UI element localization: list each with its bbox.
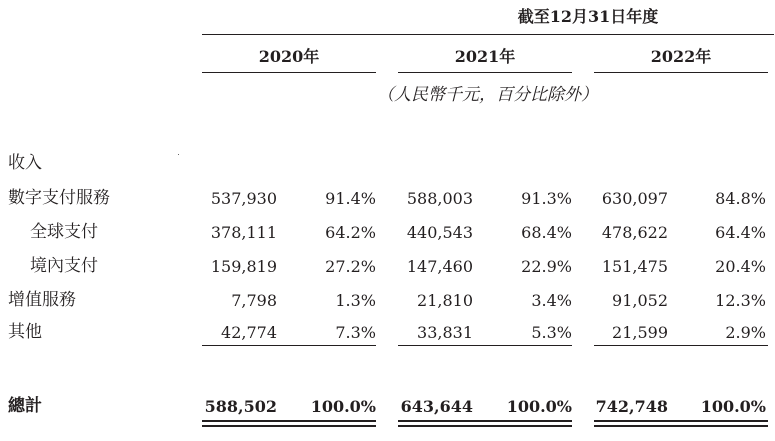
cell-amount-2022: 478,622 xyxy=(601,223,668,242)
year-rule-2021 xyxy=(398,72,572,73)
cell-amount-2021: 33,831 xyxy=(417,323,473,342)
cell-pct-2022: 20.4% xyxy=(715,257,766,276)
period-heading: 截至12月31日年度 xyxy=(517,7,659,26)
total-double-rule-top-2022 xyxy=(594,420,768,422)
subtotal-rule-2020 xyxy=(202,345,376,346)
cell-amount-2021: 588,003 xyxy=(406,189,473,208)
cell-pct-2022: 100.0% xyxy=(700,397,766,416)
cell-amount-2020: 537,930 xyxy=(210,189,277,208)
cell-amount-2022: 151,475 xyxy=(601,257,668,276)
year-heading-2022: 2022年 xyxy=(650,47,712,66)
subtotal-rule-2021 xyxy=(398,345,572,346)
cell-pct-2021: 91.3% xyxy=(521,189,572,208)
cell-pct-2022: 84.8% xyxy=(715,189,766,208)
cell-pct-2022: 2.9% xyxy=(725,323,766,342)
total-double-rule-top-2020 xyxy=(202,420,376,422)
cell-pct-2021: 5.3% xyxy=(531,323,572,342)
cell-amount-2022: 630,097 xyxy=(601,189,668,208)
row-label: 總計 xyxy=(8,396,42,416)
cell-pct-2021: 68.4% xyxy=(521,223,572,242)
cell-pct-2022: 64.4% xyxy=(715,223,766,242)
row-label: 全球支付 xyxy=(30,222,98,242)
row-label: 數字支付服務 xyxy=(8,188,110,208)
cell-amount-2020: 7,798 xyxy=(231,291,277,310)
cell-pct-2020: 1.3% xyxy=(335,291,376,310)
total-double-rule-bottom-2022 xyxy=(594,425,768,427)
total-double-rule-bottom-2020 xyxy=(202,425,376,427)
cell-amount-2020: 42,774 xyxy=(221,323,277,342)
cell-pct-2020: 100.0% xyxy=(310,397,376,416)
cell-amount-2021: 21,810 xyxy=(417,291,473,310)
cell-pct-2020: 91.4% xyxy=(325,189,376,208)
section-label-revenue: 收入 xyxy=(8,153,42,173)
cell-amount-2021: 643,644 xyxy=(400,397,473,416)
stray-dot xyxy=(178,154,179,155)
cell-pct-2021: 22.9% xyxy=(521,257,572,276)
cell-pct-2020: 7.3% xyxy=(335,323,376,342)
cell-amount-2020: 588,502 xyxy=(204,397,277,416)
cell-amount-2021: 440,543 xyxy=(406,223,473,242)
cell-pct-2020: 64.2% xyxy=(325,223,376,242)
year-rule-2020 xyxy=(202,72,376,73)
year-rule-2022 xyxy=(594,72,768,73)
cell-amount-2022: 21,599 xyxy=(612,323,668,342)
row-label: 增值服務 xyxy=(8,290,76,310)
cell-amount-2020: 378,111 xyxy=(210,223,277,242)
cell-amount-2022: 742,748 xyxy=(595,397,668,416)
year-heading-2021: 2021年 xyxy=(454,47,516,66)
total-double-rule-top-2021 xyxy=(398,420,572,422)
row-label: 境內支付 xyxy=(30,256,98,276)
period-rule xyxy=(202,34,774,35)
cell-pct-2020: 27.2% xyxy=(325,257,376,276)
cell-amount-2020: 159,819 xyxy=(210,257,277,276)
cell-amount-2021: 147,460 xyxy=(406,257,473,276)
cell-pct-2021: 100.0% xyxy=(506,397,572,416)
year-heading-2020: 2020年 xyxy=(258,47,320,66)
unit-note: （人民幣千元，百分比除外） xyxy=(377,85,598,105)
cell-pct-2022: 12.3% xyxy=(715,291,766,310)
cell-amount-2022: 91,052 xyxy=(612,291,668,310)
subtotal-rule-2022 xyxy=(594,345,768,346)
cell-pct-2021: 3.4% xyxy=(531,291,572,310)
total-double-rule-bottom-2021 xyxy=(398,425,572,427)
row-label: 其他 xyxy=(8,322,42,342)
